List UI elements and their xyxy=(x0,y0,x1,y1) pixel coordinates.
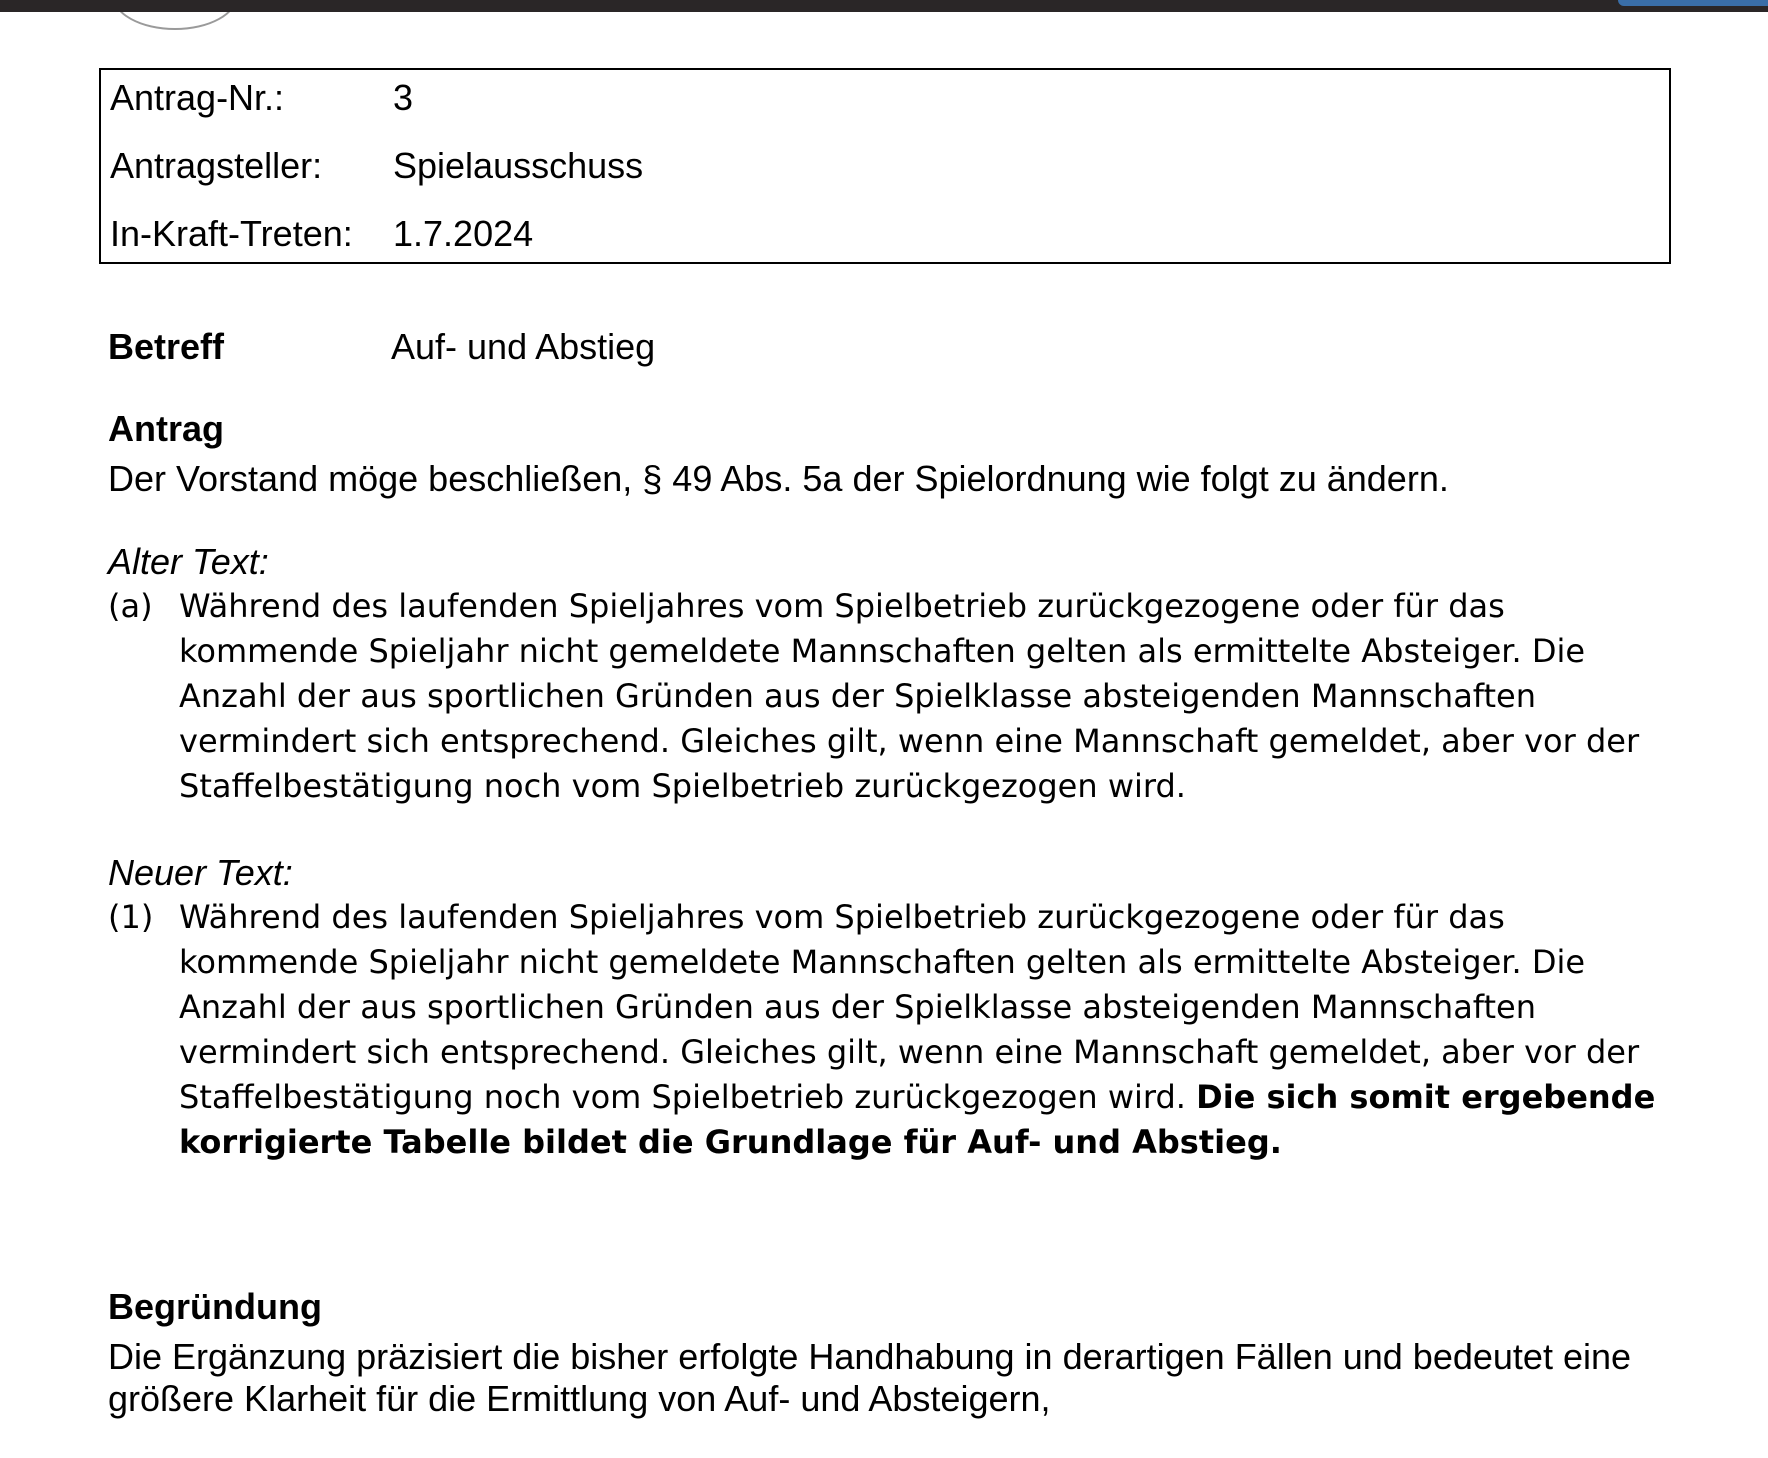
top-accent xyxy=(1618,0,1768,6)
neuer-text-body: Während des laufenden Spieljahres vom Spielbetrieb zurückgezogene oder für das kommende Spieljahr nicht gemeldete Mannschaften gelten als ermittelte Absteiger. Die Anzahl der aus sportlichen Gründen aus der Spielklasse absteigenden Mannschaften vermindert sich entsprechend. Gleiches gilt, wenn eine Mannschaft gemeldet, aber vor der Staffelbestätigung noch vom Spielbetrieb zurückgezogen wird. xyxy=(179,898,1640,1116)
alter-text-body: Während des laufenden Spieljahres vom Spielbetrieb zurückgezogene oder für das kommende Spieljahr nicht gemeldete Mannschaften gelten als ermittelte Absteiger. Die Anzahl der aus sportlichen Gründen aus der Spielklasse absteigenden Mannschaften vermindert sich entsprechend. Gleiches gilt, wenn eine Mannschaft gemeldet, aber vor der Staffelbestätigung noch vom Spielbetrieb zurückgezogen wird. xyxy=(179,587,1640,805)
antragsteller-row xyxy=(110,145,644,186)
logo-icon xyxy=(112,0,238,30)
neuer-text-clause xyxy=(108,895,1668,1165)
alter-text-clause xyxy=(108,584,1668,809)
begruendung-heading: Begründung xyxy=(108,1286,322,1327)
begruendung-text: Die Ergänzung präzisiert die bisher erfolgte Handhabung in derartigen Fällen und bedeutet eine größere Klarheit für die Ermittlung von Auf- und Absteigern, xyxy=(108,1336,1632,1419)
antrag-heading: Antrag xyxy=(108,408,224,449)
inkraft-row xyxy=(110,213,534,254)
antragsteller-value: Spielausschuss xyxy=(393,145,644,186)
alter-text-marker: (a) xyxy=(108,587,153,625)
neuer-text-body-wrapper xyxy=(179,895,1668,1165)
betreff-value: Auf- und Abstieg xyxy=(391,326,656,367)
antrag-text: Der Vorstand möge beschließen, § 49 Abs. 5a der Spielordnung wie folgt zu ändern. xyxy=(108,458,1449,499)
antrag-nr-label: Antrag-Nr.: xyxy=(110,77,285,118)
inkraft-label: In-Kraft-Treten: xyxy=(110,213,353,254)
info-box xyxy=(99,68,1671,264)
antrag-nr-value: 3 xyxy=(393,77,414,118)
top-bar xyxy=(0,0,1768,12)
betreff-row xyxy=(108,326,656,368)
neuer-text-marker: (1) xyxy=(108,898,154,936)
alter-text-label: Alter Text: xyxy=(108,541,269,582)
neuer-text-label: Neuer Text: xyxy=(108,852,293,893)
betreff-label: Betreff xyxy=(108,326,225,367)
antrag-nr-row xyxy=(110,77,414,118)
antragsteller-label: Antragsteller: xyxy=(110,145,323,186)
inkraft-value: 1.7.2024 xyxy=(393,213,534,254)
neuer-text-body-bold: Die sich somit ergebende korrigierte Tabelle bildet die Grundlage für Auf- und Abstieg. xyxy=(179,1078,1656,1161)
